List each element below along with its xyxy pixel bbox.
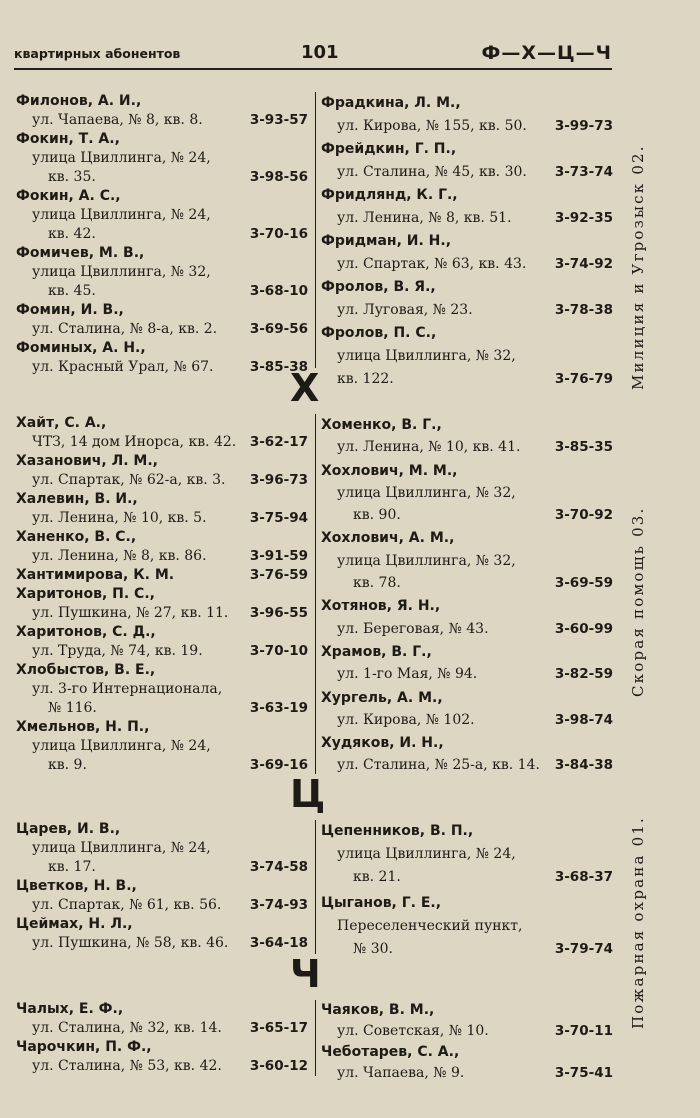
subscriber-entry xyxy=(321,276,613,322)
section-letter: Х xyxy=(290,366,320,410)
address-line: ул. Труда, № 74, кв. 19. xyxy=(32,643,203,659)
address-line: кв. 17. xyxy=(48,859,96,875)
address-line: улица Цвиллинга, № 24, xyxy=(32,207,211,223)
phone-number: 3-96-73 xyxy=(249,472,308,488)
page-number: 101 xyxy=(301,42,339,63)
phone-number: 3-63-19 xyxy=(249,700,308,716)
subscriber-entry xyxy=(16,585,308,623)
phone-number: 3-93-57 xyxy=(249,112,308,128)
subscriber-name: Филонов, А. И., xyxy=(16,93,142,109)
subscriber-name: Чарочкин, П. Ф., xyxy=(16,1039,152,1055)
column-left xyxy=(16,414,308,775)
subscriber-name: Ханенко, В. С., xyxy=(16,529,137,545)
subscriber-name: Харитонов, С. Д., xyxy=(16,624,156,640)
address-line: ул. Пушкина, № 58, кв. 46. xyxy=(32,935,229,951)
subscriber-name: Чаяков, В. М., xyxy=(321,1002,435,1018)
subscriber-entry xyxy=(321,595,613,640)
phone-number: 3-76-59 xyxy=(249,567,308,583)
phone-number: 3-76-79 xyxy=(554,371,613,387)
subscriber-name: Хайт, С. А., xyxy=(16,415,107,431)
header-letter-range: Ф—Х—Ц—Ч xyxy=(481,42,612,64)
address-line: кв. 21. xyxy=(353,869,401,885)
phone-number: 3-96-55 xyxy=(249,605,308,621)
subscriber-name: Хохлович, А. М., xyxy=(321,530,455,547)
phone-number: 3-99-73 xyxy=(554,118,613,134)
address-line: ул. Красный Урал, № 67. xyxy=(32,359,214,375)
address-line: ул. 3-го Интернационала, xyxy=(32,681,223,697)
subscriber-name: Фрейдкин, Г. П., xyxy=(321,141,457,157)
subscriber-name: Фридлянд, К. Г., xyxy=(321,187,458,203)
address-line: № 30. xyxy=(353,941,393,957)
subscriber-name: Храмов, В. Г., xyxy=(321,643,432,660)
column-divider xyxy=(315,92,316,368)
column-left xyxy=(16,92,308,377)
side-note-fire: Пожарная охрана 01. xyxy=(629,815,647,1029)
subscriber-name: Фридман, И. Н., xyxy=(321,233,452,249)
address-line: кв. 122. xyxy=(337,371,394,387)
header-section-title: квартирных абонентов xyxy=(14,46,181,61)
phone-number: 3-79-74 xyxy=(554,941,613,957)
phone-number: 3-74-58 xyxy=(249,859,308,875)
subscriber-entry xyxy=(321,527,613,594)
phone-number: 3-60-12 xyxy=(249,1058,308,1074)
address-line: ул. Спартак, № 63, кв. 43. xyxy=(337,256,527,272)
column-left xyxy=(16,1000,308,1076)
phone-number: 3-68-10 xyxy=(249,283,308,299)
address-line: ул. Ленина, № 10, кв. 41. xyxy=(337,439,521,456)
subscriber-name: Хоменко, В. Г., xyxy=(321,417,442,433)
subscriber-name: Хохлович, М. М., xyxy=(321,462,458,479)
address-line: кв. 78. xyxy=(353,575,401,592)
column-divider xyxy=(315,820,316,954)
column-right xyxy=(321,92,613,391)
address-line: ЧТЗ, 14 дом Инорса, кв. 42. xyxy=(32,434,237,450)
phone-number: 3-70-92 xyxy=(554,507,613,524)
subscriber-name: Цыганов, Г. Е., xyxy=(321,895,442,911)
subscriber-name: Хотянов, Я. Н., xyxy=(321,598,441,615)
subscriber-name: Хантимирова, К. М. xyxy=(16,567,175,583)
section-letter: Ч xyxy=(290,952,321,996)
side-note-ambulance: Скорая помощь 03. xyxy=(629,506,647,697)
address-line: ул. Сталина, № 8-а, кв. 2. xyxy=(32,321,218,337)
subscriber-name: Чеботарев, С. А., xyxy=(321,1044,460,1060)
address-line: улица Цвиллинга, № 24, xyxy=(337,846,516,862)
subscriber-name: Чалых, Е. Ф., xyxy=(16,1001,124,1017)
column-left xyxy=(16,820,308,953)
subscriber-entry xyxy=(16,187,308,244)
address-line: улица Цвиллинга, № 24, xyxy=(32,738,211,754)
phone-number: 3-70-11 xyxy=(554,1023,613,1039)
address-line: ул. Спартак, № 61, кв. 56. xyxy=(32,897,222,913)
subscriber-entry xyxy=(321,322,613,391)
subscriber-entry xyxy=(16,877,308,915)
header-rule xyxy=(14,68,612,70)
phone-number: 3-85-38 xyxy=(249,359,308,375)
phone-number: 3-74-92 xyxy=(554,256,613,272)
phone-number: 3-84-38 xyxy=(554,757,613,774)
subscriber-name: Фоминых, А. Н., xyxy=(16,340,146,356)
subscriber-name: Цепенников, В. П., xyxy=(321,823,474,839)
subscriber-name: Харитонов, П. С., xyxy=(16,586,155,602)
side-note-police: Милиция и Угрозыск 02. xyxy=(629,144,647,390)
subscriber-entry xyxy=(321,92,613,138)
subscriber-entry xyxy=(16,339,308,377)
subscriber-name: Цеймах, Н. Л., xyxy=(16,916,133,932)
subscriber-entry xyxy=(16,915,308,953)
phone-number: 3-85-35 xyxy=(554,439,613,456)
address-line: ул. Пушкина, № 27, кв. 11. xyxy=(32,605,229,621)
phone-number: 3-75-94 xyxy=(249,510,308,526)
address-line: ул. Кирова, № 155, кв. 50. xyxy=(337,118,527,134)
phone-number: 3-68-37 xyxy=(554,869,613,885)
subscriber-name: Цветков, Н. В., xyxy=(16,878,137,894)
subscriber-entry xyxy=(16,490,308,528)
address-line: ул. Береговая, № 43. xyxy=(337,620,489,637)
subscriber-entry xyxy=(321,1042,613,1084)
address-line: ул. Чапаева, № 9. xyxy=(337,1065,465,1081)
subscriber-name: Хазанович, Л. М., xyxy=(16,453,158,469)
subscriber-entry xyxy=(16,820,308,877)
phone-number: 3-75-41 xyxy=(554,1065,613,1081)
address-line: ул. Сталина, № 32, кв. 14. xyxy=(32,1020,222,1036)
phone-number: 3-60-99 xyxy=(554,620,613,637)
subscriber-entry xyxy=(16,566,308,585)
address-line: улица Цвиллинга, № 32, xyxy=(32,264,211,280)
phone-number: 3-64-18 xyxy=(249,935,308,951)
address-line: ул. Ленина, № 8, кв. 86. xyxy=(32,548,207,564)
subscriber-name: Хлобыстов, В. Е., xyxy=(16,662,156,678)
phone-number: 3-73-74 xyxy=(554,164,613,180)
address-line: ул. Спартак, № 62-а, кв. 3. xyxy=(32,472,226,488)
address-line: ул. 1-го Мая, № 94. xyxy=(337,666,478,683)
subscriber-name: Халевин, В. И., xyxy=(16,491,138,507)
phone-number: 3-98-74 xyxy=(554,711,613,728)
subscriber-entry xyxy=(321,138,613,184)
phone-number: 3-78-38 xyxy=(554,302,613,318)
subscriber-entry xyxy=(16,661,308,718)
column-right xyxy=(321,820,613,964)
column-divider xyxy=(315,414,316,774)
address-line: кв. 90. xyxy=(353,507,401,524)
address-line: № 116. xyxy=(48,700,97,716)
section-letter: Ц xyxy=(290,772,326,816)
phone-number: 3-82-59 xyxy=(554,666,613,683)
column-right xyxy=(321,1000,613,1084)
subscriber-name: Фрадкина, Л. М., xyxy=(321,95,461,111)
subscriber-name: Хургель, А. М., xyxy=(321,689,443,706)
subscriber-entry xyxy=(16,244,308,301)
subscriber-name: Худяков, И. Н., xyxy=(321,735,444,752)
subscriber-entry xyxy=(321,184,613,230)
address-line: ул. Советская, № 10. xyxy=(337,1023,489,1039)
phone-number: 3-69-16 xyxy=(249,757,308,773)
phone-number: 3-91-59 xyxy=(249,548,308,564)
address-line: ул. Ленина, № 10, кв. 5. xyxy=(32,510,207,526)
phone-number: 3-70-10 xyxy=(249,643,308,659)
subscriber-entry xyxy=(321,820,613,889)
subscriber-entry xyxy=(321,414,613,459)
column-divider xyxy=(315,1000,316,1076)
subscriber-entry xyxy=(16,528,308,566)
address-line: кв. 42. xyxy=(48,226,96,242)
address-line: улица Цвиллинга, № 32, xyxy=(337,552,516,569)
address-line: ул. Сталина, № 53, кв. 42. xyxy=(32,1058,222,1074)
address-line: ул. Луговая, № 23. xyxy=(337,302,473,318)
subscriber-entry xyxy=(16,1000,308,1038)
address-line: ул. Чапаева, № 8, кв. 8. xyxy=(32,112,203,128)
subscriber-name: Царев, И. В., xyxy=(16,821,121,837)
address-line: кв. 45. xyxy=(48,283,96,299)
subscriber-entry xyxy=(321,892,613,961)
phone-number: 3-70-16 xyxy=(249,226,308,242)
address-line: ул. Кирова, № 102. xyxy=(337,711,475,728)
address-line: ул. Ленина, № 8, кв. 51. xyxy=(337,210,512,226)
phone-number: 3-62-17 xyxy=(249,434,308,450)
subscriber-entry xyxy=(16,1038,308,1076)
subscriber-name: Фролов, П. С., xyxy=(321,325,437,341)
address-line: ул. Сталина, № 25-а, кв. 14. xyxy=(337,757,540,774)
phone-number: 3-65-17 xyxy=(249,1020,308,1036)
page-header xyxy=(14,42,612,68)
subscriber-entry xyxy=(16,718,308,775)
subscriber-name: Фокин, Т. А., xyxy=(16,131,120,147)
subscriber-entry xyxy=(16,452,308,490)
subscriber-entry xyxy=(321,460,613,527)
subscriber-entry xyxy=(321,732,613,777)
subscriber-entry xyxy=(321,230,613,276)
subscriber-entry xyxy=(16,414,308,452)
subscriber-name: Фролов, В. Я., xyxy=(321,279,436,295)
address-line: кв. 9. xyxy=(48,757,87,773)
subscriber-entry xyxy=(16,130,308,187)
phone-number: 3-69-56 xyxy=(249,321,308,337)
phone-number: 3-74-93 xyxy=(249,897,308,913)
address-line: улица Цвиллинга, № 32, xyxy=(337,484,516,501)
address-line: ул. Сталина, № 45, кв. 30. xyxy=(337,164,527,180)
subscriber-name: Фомичев, М. В., xyxy=(16,245,145,261)
phone-number: 3-69-59 xyxy=(554,575,613,592)
subscriber-name: Фокин, А. С., xyxy=(16,188,121,204)
subscriber-entry xyxy=(321,1000,613,1042)
address-line: улица Цвиллинга, № 24, xyxy=(32,150,211,166)
subscriber-name: Хмельнов, Н. П., xyxy=(16,719,150,735)
phone-number: 3-92-35 xyxy=(554,210,613,226)
subscriber-entry xyxy=(321,687,613,732)
column-right xyxy=(321,414,613,778)
subscriber-entry xyxy=(16,623,308,661)
address-line: улица Цвиллинга, № 32, xyxy=(337,348,516,364)
address-line: улица Цвиллинга, № 24, xyxy=(32,840,211,856)
subscriber-entry xyxy=(321,641,613,686)
subscriber-entry xyxy=(16,92,308,130)
address-line: Переселенческий пункт, xyxy=(337,918,523,934)
subscriber-entry xyxy=(16,301,308,339)
side-emergency-numbers xyxy=(623,0,653,1118)
subscriber-name: Фомин, И. В., xyxy=(16,302,124,318)
phone-number: 3-98-56 xyxy=(249,169,308,185)
address-line: кв. 35. xyxy=(48,169,96,185)
